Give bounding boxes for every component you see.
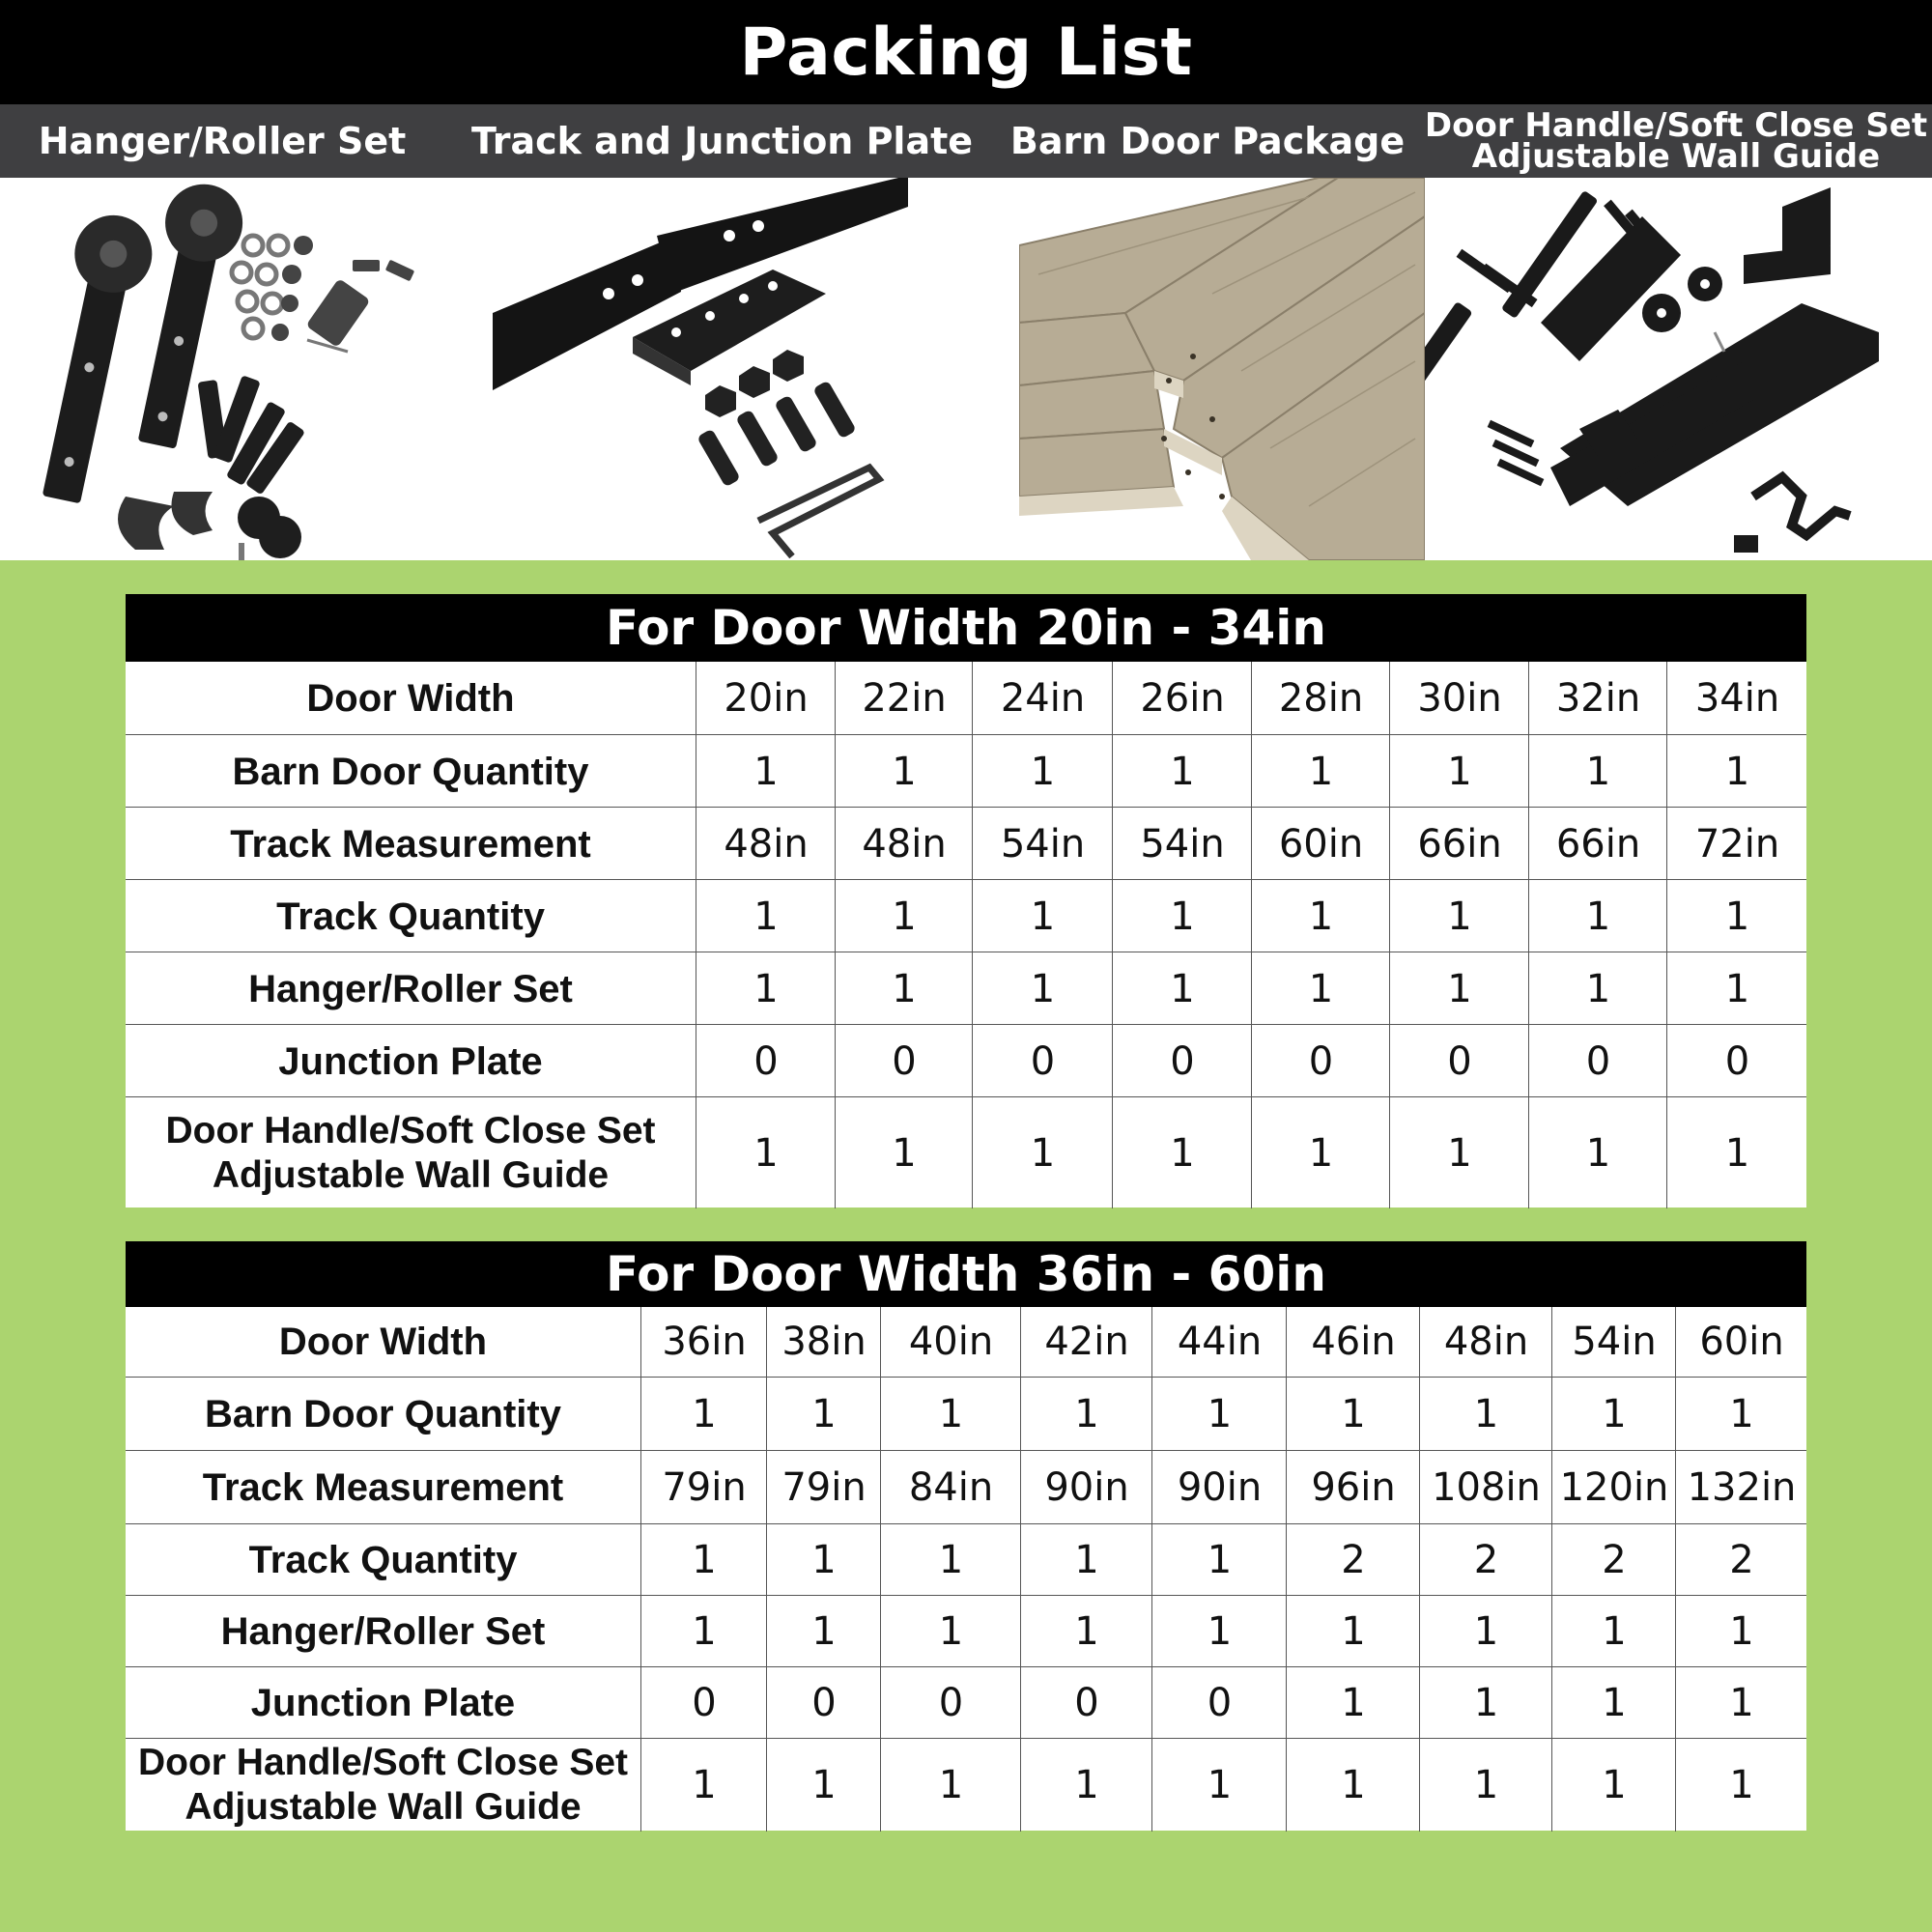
table-cell: 0	[1251, 1025, 1390, 1097]
section-label-track-junction: Track and Junction Plate	[470, 120, 974, 162]
table-cell: 54in	[1112, 808, 1252, 880]
row-label: Track Quantity	[276, 895, 545, 938]
table-cell: 60in	[1675, 1307, 1807, 1377]
table-cell: 1	[1020, 1524, 1152, 1596]
table-cell: 1	[1675, 1596, 1807, 1667]
table-cell: 1	[766, 1524, 881, 1596]
table-row	[126, 807, 1806, 880]
table-cell: 1	[835, 952, 973, 1025]
table-cell: 1	[1151, 1524, 1287, 1596]
table-cell: 1	[1151, 1378, 1287, 1451]
table-cell: 24in	[972, 662, 1113, 734]
table-cell: 1	[1286, 1596, 1420, 1667]
table-cell: 1	[1666, 1097, 1807, 1208]
table-row	[126, 1523, 1806, 1596]
table-cell: 48in	[696, 808, 836, 880]
table-cell: 0	[1528, 1025, 1667, 1097]
table-cell: 1	[1020, 1739, 1152, 1832]
table-cell: 36in	[640, 1307, 767, 1377]
table-row	[126, 1377, 1806, 1451]
table-cell: 90in	[1151, 1451, 1287, 1524]
table-cell: 84in	[880, 1451, 1021, 1524]
table-cell: 42in	[1020, 1307, 1152, 1377]
table-cell: 120in	[1551, 1451, 1676, 1524]
table-cell: 1	[1286, 1667, 1420, 1739]
table-cell: 132in	[1675, 1451, 1807, 1524]
table-row	[126, 1024, 1806, 1097]
table-cell: 1	[1528, 880, 1667, 952]
table-row	[126, 1595, 1806, 1667]
table-cell: 1	[1151, 1596, 1287, 1667]
table-cell: 2	[1675, 1524, 1807, 1596]
table-row	[126, 1666, 1806, 1739]
table-cell: 1	[880, 1739, 1021, 1832]
row-label: Junction Plate	[278, 1039, 543, 1083]
table-cell: 1	[1112, 952, 1252, 1025]
table-cell: 1	[972, 1097, 1113, 1208]
table-row	[126, 879, 1806, 952]
table-cell: 1	[972, 880, 1113, 952]
table-row	[126, 1096, 1806, 1208]
row-label: Door Handle/Soft Close Set Adjustable Wall Guide	[137, 1742, 629, 1828]
table-cell: 1	[1112, 880, 1252, 952]
table-cell: 1	[1251, 735, 1390, 808]
table-cell: 34in	[1666, 662, 1807, 734]
table-cell: 0	[972, 1025, 1113, 1097]
table-cell: 0	[1666, 1025, 1807, 1097]
section-label-hanger-roller: Hanger/Roller Set	[38, 120, 407, 162]
row-label: Track Measurement	[230, 822, 591, 866]
table-cell: 1	[1675, 1378, 1807, 1451]
table-cell: 1	[835, 880, 973, 952]
table-cell: 79in	[766, 1451, 881, 1524]
table-cell: 1	[696, 1097, 836, 1208]
table-cell: 1	[1666, 880, 1807, 952]
section-label-handle-guide: Door Handle/Soft Close Set Adjustable Wall Guide	[1424, 106, 1928, 176]
table-cell: 1	[766, 1378, 881, 1451]
table-cell: 1	[1419, 1739, 1552, 1832]
table-cell: 54in	[972, 808, 1113, 880]
table-cell: 1	[972, 952, 1113, 1025]
table-cell: 1	[640, 1739, 767, 1832]
table-cell: 48in	[1419, 1307, 1552, 1377]
hanger-roller-set-photo	[0, 178, 483, 560]
table-heading: For Door Width 20in - 34in	[126, 594, 1806, 662]
table-cell: 1	[880, 1524, 1021, 1596]
table-cell: 1	[1112, 735, 1252, 808]
table-cell: 1	[972, 735, 1113, 808]
table-cell: 1	[1389, 735, 1529, 808]
table-cell: 1	[1286, 1739, 1420, 1832]
table-cell: 1	[1528, 1097, 1667, 1208]
table-cell: 1	[1020, 1596, 1152, 1667]
table-cell: 1	[640, 1596, 767, 1667]
table-cell: 1	[696, 880, 836, 952]
product-photo-strip	[0, 178, 1932, 560]
table-cell: 1	[1528, 735, 1667, 808]
table-cell: 1	[880, 1596, 1021, 1667]
table-row	[126, 662, 1806, 734]
table-cell: 1	[1666, 735, 1807, 808]
table-cell: 0	[835, 1025, 973, 1097]
table-row	[126, 734, 1806, 808]
table-cell: 72in	[1666, 808, 1807, 880]
table-cell: 28in	[1251, 662, 1390, 734]
table-cell: 48in	[835, 808, 973, 880]
table-cell: 1	[1151, 1739, 1287, 1832]
table-cell: 1	[1666, 952, 1807, 1025]
table-cell: 1	[640, 1378, 767, 1451]
row-label: Junction Plate	[250, 1682, 516, 1724]
table-cell: 1	[1419, 1596, 1552, 1667]
table-cell: 1	[1112, 1097, 1252, 1208]
table-cell: 0	[1112, 1025, 1252, 1097]
table-cell: 1	[1251, 880, 1390, 952]
table-cell: 20in	[696, 662, 836, 734]
table-cell: 22in	[835, 662, 973, 734]
table-cell: 2	[1551, 1524, 1676, 1596]
table-cell: 1	[1528, 952, 1667, 1025]
row-label: Hanger/Roller Set	[248, 967, 573, 1010]
row-label: Track Measurement	[202, 1466, 564, 1509]
table-cell: 96in	[1286, 1451, 1420, 1524]
table-cell: 1	[1286, 1378, 1420, 1451]
table-cell: 40in	[880, 1307, 1021, 1377]
table-door-width-36-60	[126, 1241, 1806, 1831]
table-cell: 1	[696, 952, 836, 1025]
table-cell: 2	[1286, 1524, 1420, 1596]
table-cell: 30in	[1389, 662, 1529, 734]
table-cell: 0	[696, 1025, 836, 1097]
table-cell: 1	[1389, 880, 1529, 952]
table-cell: 1	[1419, 1667, 1552, 1739]
barn-door-package-photo	[1019, 178, 1425, 560]
table-cell: 2	[1419, 1524, 1552, 1596]
table-cell: 1	[1551, 1667, 1676, 1739]
table-cell: 1	[1551, 1739, 1676, 1832]
table-cell: 66in	[1528, 808, 1667, 880]
table-cell: 0	[766, 1667, 881, 1739]
track-junction-plate-photo	[483, 178, 1014, 560]
table-cell: 1	[766, 1596, 881, 1667]
table-cell: 1	[1675, 1667, 1807, 1739]
table-cell: 0	[1389, 1025, 1529, 1097]
section-header-bar	[0, 104, 1932, 178]
table-cell: 26in	[1112, 662, 1252, 734]
page-title: Packing List	[0, 0, 1932, 104]
row-label: Barn Door Quantity	[205, 1393, 561, 1435]
table-cell: 1	[835, 1097, 973, 1208]
table-cell: 0	[880, 1667, 1021, 1739]
table-row	[126, 1307, 1806, 1377]
table-row	[126, 952, 1806, 1025]
table-cell: 38in	[766, 1307, 881, 1377]
table-row	[126, 1738, 1806, 1832]
table-cell: 60in	[1251, 808, 1390, 880]
table-cell: 79in	[640, 1451, 767, 1524]
table-heading: For Door Width 36in - 60in	[126, 1241, 1806, 1307]
table-cell: 32in	[1528, 662, 1667, 734]
table-cell: 0	[640, 1667, 767, 1739]
table-cell: 1	[696, 735, 836, 808]
table-cell: 1	[1551, 1378, 1676, 1451]
table-cell: 1	[1675, 1739, 1807, 1832]
table-cell: 1	[640, 1524, 767, 1596]
handle-soft-close-guide-photo	[1425, 178, 1932, 560]
row-label: Barn Door Quantity	[232, 750, 589, 793]
table-row	[126, 1450, 1806, 1524]
table-cell: 66in	[1389, 808, 1529, 880]
table-cell: 1	[880, 1378, 1021, 1451]
table-cell: 1	[766, 1739, 881, 1832]
table-cell: 46in	[1286, 1307, 1420, 1377]
table-cell: 1	[1389, 952, 1529, 1025]
table-cell: 54in	[1551, 1307, 1676, 1377]
table-cell: 1	[1389, 1097, 1529, 1208]
row-label: Hanger/Roller Set	[220, 1610, 546, 1653]
row-label: Track Quantity	[248, 1539, 518, 1581]
table-cell: 0	[1151, 1667, 1287, 1739]
table-door-width-20-34	[126, 594, 1806, 1208]
table-cell: 108in	[1419, 1451, 1552, 1524]
table-cell: 90in	[1020, 1451, 1152, 1524]
table-cell: 0	[1020, 1667, 1152, 1739]
table-cell: 1	[1251, 952, 1390, 1025]
row-label: Door Handle/Soft Close Set Adjustable Wall Guide	[165, 1109, 656, 1196]
table-cell: 1	[1551, 1596, 1676, 1667]
table-cell: 1	[1020, 1378, 1152, 1451]
section-label-barn-door: Barn Door Package	[1009, 120, 1406, 162]
row-label: Door Width	[306, 676, 515, 720]
table-cell: 44in	[1151, 1307, 1287, 1377]
row-label: Door Width	[278, 1321, 488, 1363]
table-cell: 1	[1419, 1378, 1552, 1451]
table-cell: 1	[1251, 1097, 1390, 1208]
table-cell: 1	[835, 735, 973, 808]
